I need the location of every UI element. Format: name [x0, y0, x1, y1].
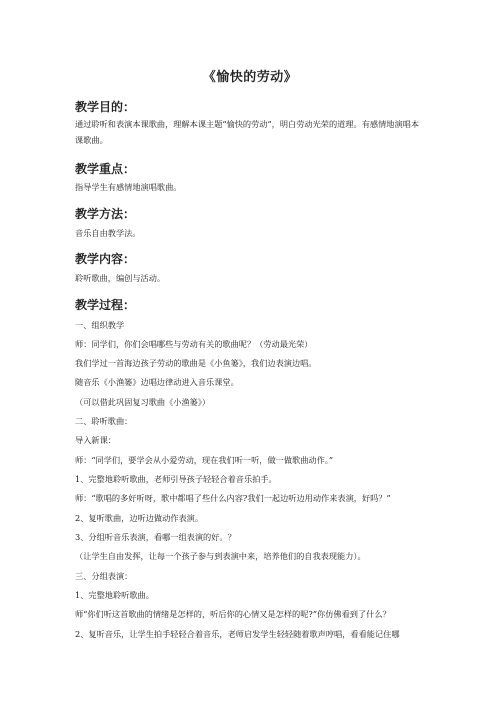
section-heading-content: 教学内容：	[75, 252, 136, 266]
process-line: 师：同学们，你们会唱哪些与劳动有关的歌曲呢？（劳动最光荣）	[75, 339, 313, 349]
process-line: 1、完整地聆听歌曲。	[75, 590, 154, 600]
paragraph-content: 聆听歌曲，编创与活动。	[75, 273, 166, 283]
process-line: 1、完整地聆听歌曲，老师引导孩子轻轻合着音乐拍手。	[75, 474, 277, 484]
section-heading-purpose: 教学目的：	[75, 100, 136, 114]
process-line: 我们学过一首海边孩子劳动的歌曲是《小鱼篓》，我们边表演边唱。	[75, 358, 317, 368]
process-line: 师：“同学们，要学会从小爱劳动，现在我们听一听，做一做歌曲动作。”	[75, 455, 334, 465]
process-line: 一、组织教学	[75, 320, 125, 330]
paragraph-method: 音乐自由教学法。	[75, 228, 141, 238]
process-line: 二、聆听歌曲：	[75, 416, 133, 426]
process-line: 3、分组听音乐表演，看哪一组表演的好。？	[75, 532, 236, 542]
process-line: 导入新课：	[75, 435, 116, 445]
document-title: 《愉快的劳动》	[202, 70, 298, 85]
section-heading-process: 教学过程：	[75, 298, 136, 312]
process-line: 2、复听音乐，让学生拍手轻轻合着音乐，老师启发学生轻轻随着歌声哼唱，看看能记住哪	[75, 629, 400, 639]
process-line: 三、分组表演：	[75, 571, 133, 581]
section-heading-focus: 教学重点：	[75, 162, 136, 176]
process-line: 2、复听歌曲，边听边做动作表演。	[75, 513, 204, 523]
process-line: 师“你们听这首歌曲的情绪是怎样的，听后你的心情又是怎样的呢?”你仿佛看到了什么？	[75, 609, 391, 619]
process-line: （可以借此巩固复习歌曲《小渔篓》）	[75, 397, 211, 407]
section-heading-method: 教学方法：	[75, 207, 136, 221]
paragraph-focus: 指导学生有感情地演唱歌曲。	[75, 182, 182, 192]
paragraph-purpose: 通过聆听和表演本课歌曲，理解本课主题“愉快的劳动”，明白劳动光荣的道理。有感情地演唱本课歌曲。	[75, 119, 420, 145]
process-line: 师：“歌唱的多好听呀，歌中都唱了些什么内容?我们一起边听边用动作来表演，好吗？”	[75, 493, 391, 503]
process-line: （让学生自由发挥，让每一个孩子参与到表演中来，培养他们的自我表现能力）。	[75, 551, 366, 561]
process-line: 随音乐《小渔篓》边唱边律动进入音乐课堂。	[75, 377, 239, 387]
